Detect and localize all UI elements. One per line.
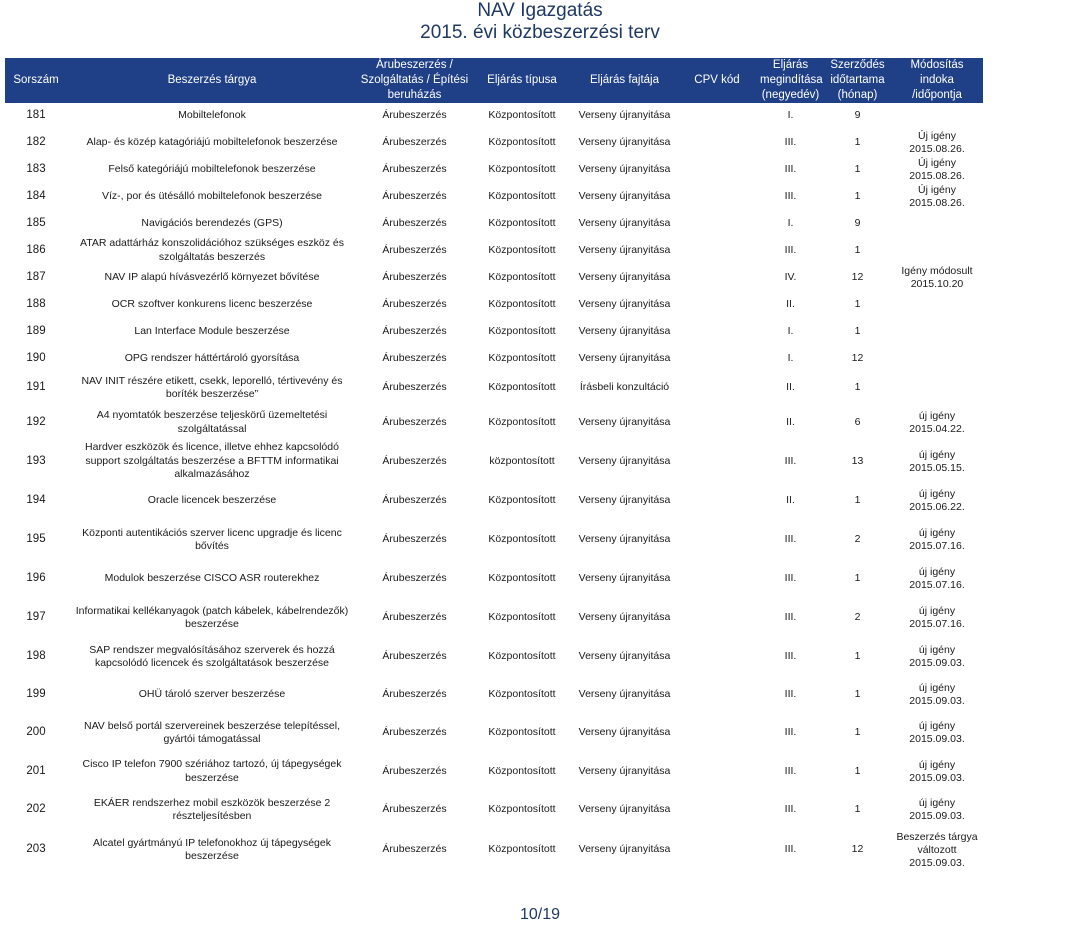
row-cpv	[677, 156, 757, 183]
row-quarter: III.	[757, 714, 824, 752]
row-modification	[891, 237, 983, 264]
row-subject: OPG rendszer háttértároló gyorsítása	[67, 345, 357, 372]
table-row	[5, 183, 983, 210]
row-duration: 1	[824, 129, 891, 156]
table-row	[5, 638, 983, 676]
row-modification: új igény 2015.07.16.	[891, 560, 983, 598]
row-category: Árubeszerzés	[357, 318, 472, 345]
column-header-quarter: Eljárás megindítása (negyedév)	[757, 58, 824, 103]
row-modification: új igény 2015.09.03.	[891, 676, 983, 714]
table-row	[5, 441, 983, 482]
row-duration: 1	[824, 676, 891, 714]
row-procedure-kind: Verseny újranyitása	[572, 520, 677, 560]
row-procedure-kind: Írásbeli konzultáció	[572, 372, 677, 404]
row-procedure-type: Központosított	[472, 829, 572, 871]
page-number: 10/19	[519, 906, 561, 923]
row-procedure-type: Központosított	[472, 156, 572, 183]
row-category: Árubeszerzés	[357, 372, 472, 404]
row-modification: új igény 2015.09.03.	[891, 752, 983, 791]
row-procedure-type: Központosított	[472, 129, 572, 156]
row-category: Árubeszerzés	[357, 210, 472, 237]
row-number: 189	[5, 318, 67, 345]
row-duration: 2	[824, 520, 891, 560]
column-header-duration: Szerződés időtartama (hónap)	[824, 58, 891, 103]
column-header-modification: Módosítás indoka /időpontja	[891, 58, 983, 103]
row-cpv	[677, 598, 757, 638]
table-row	[5, 676, 983, 714]
row-procedure-type: Központosított	[472, 318, 572, 345]
row-modification: Új igény 2015.08.26.	[891, 183, 983, 210]
row-number: 186	[5, 237, 67, 264]
row-subject: Lan Interface Module beszerzése	[67, 318, 357, 345]
row-cpv	[677, 237, 757, 264]
row-procedure-kind: Verseny újranyitása	[572, 638, 677, 676]
row-procedure-type: Központosított	[472, 237, 572, 264]
row-subject: A4 nyomtatók beszerzése teljeskörű üzemeltetési szolgáltatással	[67, 404, 357, 441]
row-category: Árubeszerzés	[357, 482, 472, 520]
row-cpv	[677, 404, 757, 441]
row-modification: új igény 2015.09.03.	[891, 638, 983, 676]
table-row	[5, 345, 983, 372]
row-duration: 1	[824, 560, 891, 598]
row-category: Árubeszerzés	[357, 441, 472, 482]
row-cpv	[677, 482, 757, 520]
row-procedure-kind: Verseny újranyitása	[572, 829, 677, 871]
row-number: 198	[5, 638, 67, 676]
row-duration: 9	[824, 103, 891, 129]
row-procedure-kind: Verseny újranyitása	[572, 318, 677, 345]
row-procedure-kind: Verseny újranyitása	[572, 752, 677, 791]
row-procedure-kind: Verseny újranyitása	[572, 598, 677, 638]
row-duration: 1	[824, 791, 891, 829]
row-subject: OHÜ tároló szerver beszerzése	[67, 676, 357, 714]
row-number: 182	[5, 129, 67, 156]
row-procedure-type: Központosított	[472, 482, 572, 520]
row-quarter: III.	[757, 791, 824, 829]
table-row	[5, 291, 983, 318]
row-duration: 1	[824, 156, 891, 183]
row-quarter: III.	[757, 560, 824, 598]
row-duration: 13	[824, 441, 891, 482]
row-procedure-kind: Verseny újranyitása	[572, 482, 677, 520]
row-procedure-kind: Verseny újranyitása	[572, 210, 677, 237]
row-modification	[891, 103, 983, 129]
row-number: 184	[5, 183, 67, 210]
row-number: 191	[5, 372, 67, 404]
row-procedure-type: Központosított	[472, 103, 572, 129]
row-quarter: II.	[757, 372, 824, 404]
row-quarter: II.	[757, 291, 824, 318]
row-procedure-type: Központosított	[472, 791, 572, 829]
row-subject: NAV INIT részére etikett, csekk, leporelló, tértivevény és boríték beszerzése”	[67, 372, 357, 404]
row-subject: Cisco IP telefon 7900 szériához tartozó, új tápegységek beszerzése	[67, 752, 357, 791]
table-row	[5, 714, 983, 752]
row-modification: új igény 2015.06.22.	[891, 482, 983, 520]
row-duration: 1	[824, 752, 891, 791]
row-category: Árubeszerzés	[357, 676, 472, 714]
row-quarter: III.	[757, 183, 824, 210]
row-quarter: III.	[757, 156, 824, 183]
row-category: Árubeszerzés	[357, 103, 472, 129]
column-header-sorszam: Sorszám	[5, 58, 67, 103]
row-subject: Felső kategóriájú mobiltelefonok beszerzése	[67, 156, 357, 183]
column-header-procedure-kind: Eljárás fajtája	[572, 58, 677, 103]
row-duration: 12	[824, 829, 891, 871]
row-procedure-kind: Verseny újranyitása	[572, 404, 677, 441]
row-category: Árubeszerzés	[357, 404, 472, 441]
row-category: Árubeszerzés	[357, 264, 472, 291]
row-cpv	[677, 264, 757, 291]
row-category: Árubeszerzés	[357, 520, 472, 560]
row-duration: 1	[824, 318, 891, 345]
row-procedure-type: Központosított	[472, 638, 572, 676]
row-cpv	[677, 791, 757, 829]
row-quarter: III.	[757, 638, 824, 676]
document-title: NAV Igazgatás	[477, 0, 603, 21]
row-cpv	[677, 372, 757, 404]
table-row	[5, 520, 983, 560]
row-procedure-kind: Verseny újranyitása	[572, 291, 677, 318]
row-modification: Új igény 2015.08.26.	[891, 156, 983, 183]
row-duration: 1	[824, 482, 891, 520]
row-quarter: III.	[757, 237, 824, 264]
row-category: Árubeszerzés	[357, 129, 472, 156]
table-row	[5, 237, 983, 264]
row-procedure-kind: Verseny újranyitása	[572, 676, 677, 714]
row-modification: új igény 2015.09.03.	[891, 791, 983, 829]
row-cpv	[677, 291, 757, 318]
table-header-row	[5, 58, 983, 103]
row-duration: 9	[824, 210, 891, 237]
row-modification	[891, 291, 983, 318]
row-duration: 1	[824, 183, 891, 210]
row-modification: Beszerzés tárgya változott 2015.09.03.	[891, 829, 983, 871]
row-subject: NAV belső portál szervereinek beszerzése telepítéssel, gyártói támogatással	[67, 714, 357, 752]
row-modification: Új igény 2015.08.26.	[891, 129, 983, 156]
row-procedure-kind: Verseny újranyitása	[572, 237, 677, 264]
row-category: Árubeszerzés	[357, 291, 472, 318]
row-modification	[891, 372, 983, 404]
row-procedure-kind: Verseny újranyitása	[572, 129, 677, 156]
row-procedure-kind: Verseny újranyitása	[572, 183, 677, 210]
row-duration: 1	[824, 237, 891, 264]
table-row	[5, 318, 983, 345]
row-cpv	[677, 183, 757, 210]
row-procedure-type: Központosított	[472, 404, 572, 441]
row-subject: NAV IP alapú hívásvezérlő környezet bővítése	[67, 264, 357, 291]
row-number: 199	[5, 676, 67, 714]
row-quarter: III.	[757, 441, 824, 482]
row-modification: új igény 2015.07.16.	[891, 598, 983, 638]
row-number: 201	[5, 752, 67, 791]
row-quarter: I.	[757, 318, 824, 345]
row-duration: 1	[824, 372, 891, 404]
row-procedure-kind: Verseny újranyitása	[572, 103, 677, 129]
row-category: Árubeszerzés	[357, 598, 472, 638]
row-subject: Alcatel gyártmányú IP telefonokhoz új tápegységek beszerzése	[67, 829, 357, 871]
row-cpv	[677, 676, 757, 714]
column-header-category: Árubeszerzés / Szolgáltatás / Építési beruházás	[357, 58, 472, 103]
row-cpv	[677, 520, 757, 560]
table-row	[5, 752, 983, 791]
table-row	[5, 103, 983, 129]
row-category: Árubeszerzés	[357, 237, 472, 264]
row-subject: EKÁER rendszerhez mobil eszközök beszerzése 2 részteljesítésben	[67, 791, 357, 829]
row-cpv	[677, 345, 757, 372]
row-modification: új igény 2015.04.22.	[891, 404, 983, 441]
row-quarter: III.	[757, 598, 824, 638]
row-number: 195	[5, 520, 67, 560]
row-quarter: III.	[757, 520, 824, 560]
row-procedure-kind: Verseny újranyitása	[572, 791, 677, 829]
row-subject: Informatikai kellékanyagok (patch kábelek, kábelrendezők) beszerzése	[67, 598, 357, 638]
row-number: 197	[5, 598, 67, 638]
row-procedure-kind: Verseny újranyitása	[572, 345, 677, 372]
row-procedure-type: Központosított	[472, 183, 572, 210]
row-cpv	[677, 318, 757, 345]
row-category: Árubeszerzés	[357, 714, 472, 752]
row-quarter: III.	[757, 829, 824, 871]
row-procedure-kind: Verseny újranyitása	[572, 441, 677, 482]
row-procedure-type: Központosított	[472, 560, 572, 598]
row-modification	[891, 318, 983, 345]
row-quarter: I.	[757, 345, 824, 372]
row-subject: Modulok beszerzése CISCO ASR routerekhez	[67, 560, 357, 598]
row-category: Árubeszerzés	[357, 638, 472, 676]
row-quarter: III.	[757, 676, 824, 714]
row-subject: Mobiltelefonok	[67, 103, 357, 129]
row-category: Árubeszerzés	[357, 345, 472, 372]
row-subject: ATAR adattárház konszolidációhoz szükséges eszköz és szolgáltatás beszerzés	[67, 237, 357, 264]
row-number: 192	[5, 404, 67, 441]
row-procedure-kind: Verseny újranyitása	[572, 156, 677, 183]
row-cpv	[677, 752, 757, 791]
row-procedure-type: Központosított	[472, 598, 572, 638]
table-row	[5, 372, 983, 404]
column-header-cpv: CPV kód	[677, 58, 757, 103]
row-subject: SAP rendszer megvalósításához szerverek és hozzá kapcsolódó licencek és szolgáltatások beszerzése	[67, 638, 357, 676]
row-duration: 12	[824, 345, 891, 372]
row-quarter: II.	[757, 482, 824, 520]
row-subject: Víz-, por és ütésálló mobiltelefonok beszerzése	[67, 183, 357, 210]
row-modification	[891, 210, 983, 237]
row-duration: 1	[824, 291, 891, 318]
row-quarter: II.	[757, 404, 824, 441]
row-procedure-type: Központosított	[472, 714, 572, 752]
table-row	[5, 404, 983, 441]
table-row	[5, 129, 983, 156]
row-number: 200	[5, 714, 67, 752]
row-subject: OCR szoftver konkurens licenc beszerzése	[67, 291, 357, 318]
row-category: Árubeszerzés	[357, 183, 472, 210]
table-row	[5, 264, 983, 291]
row-number: 185	[5, 210, 67, 237]
row-category: Árubeszerzés	[357, 829, 472, 871]
row-number: 194	[5, 482, 67, 520]
row-number: 196	[5, 560, 67, 598]
row-duration: 2	[824, 598, 891, 638]
row-category: Árubeszerzés	[357, 791, 472, 829]
row-modification: Igény módosult 2015.10.20	[891, 264, 983, 291]
row-cpv	[677, 103, 757, 129]
row-category: Árubeszerzés	[357, 156, 472, 183]
row-quarter: IV.	[757, 264, 824, 291]
row-cpv	[677, 638, 757, 676]
row-number: 181	[5, 103, 67, 129]
row-category: Árubeszerzés	[357, 752, 472, 791]
row-cpv	[677, 441, 757, 482]
row-quarter: I.	[757, 103, 824, 129]
document-subtitle: 2015. évi közbeszerzési terv	[420, 22, 660, 43]
row-modification: új igény 2015.07.16.	[891, 520, 983, 560]
row-quarter: I.	[757, 210, 824, 237]
row-quarter: III.	[757, 129, 824, 156]
row-subject: Hardver eszközök és licence, illetve ehhez kapcsolódó support szolgáltatás beszerzése a BFTTM informatikai alkalmazásához	[67, 441, 357, 482]
row-procedure-type: Központosított	[472, 210, 572, 237]
row-cpv	[677, 129, 757, 156]
row-duration: 1	[824, 714, 891, 752]
row-procedure-type: Központosított	[472, 752, 572, 791]
row-procedure-type: Központosított	[472, 345, 572, 372]
column-header-subject: Beszerzés tárgya	[67, 58, 357, 103]
table-row	[5, 829, 983, 871]
row-number: 193	[5, 441, 67, 482]
table-row	[5, 482, 983, 520]
row-procedure-type: központosított	[472, 441, 572, 482]
row-procedure-type: Központosított	[472, 372, 572, 404]
row-number: 190	[5, 345, 67, 372]
row-cpv	[677, 560, 757, 598]
row-number: 187	[5, 264, 67, 291]
row-duration: 1	[824, 638, 891, 676]
table-row	[5, 210, 983, 237]
row-modification: új igény 2015.09.03.	[891, 714, 983, 752]
row-cpv	[677, 210, 757, 237]
column-header-procedure-type: Eljárás típusa	[472, 58, 572, 103]
row-category: Árubeszerzés	[357, 560, 472, 598]
table-row	[5, 598, 983, 638]
procurement-plan-table	[5, 58, 983, 871]
row-cpv	[677, 829, 757, 871]
table-row	[5, 791, 983, 829]
row-procedure-kind: Verseny újranyitása	[572, 264, 677, 291]
row-cpv	[677, 714, 757, 752]
row-procedure-type: Központosított	[472, 520, 572, 560]
row-duration: 6	[824, 404, 891, 441]
table-row	[5, 560, 983, 598]
row-subject: Navigációs berendezés (GPS)	[67, 210, 357, 237]
row-procedure-type: Központosított	[472, 264, 572, 291]
row-procedure-type: Központosított	[472, 291, 572, 318]
row-procedure-kind: Verseny újranyitása	[572, 560, 677, 598]
row-modification: új igény 2015.05.15.	[891, 441, 983, 482]
row-number: 202	[5, 791, 67, 829]
row-modification	[891, 345, 983, 372]
row-subject: Oracle licencek beszerzése	[67, 482, 357, 520]
row-number: 183	[5, 156, 67, 183]
row-procedure-kind: Verseny újranyitása	[572, 714, 677, 752]
row-duration: 12	[824, 264, 891, 291]
row-subject: Alap- és közép katagóriájú mobiltelefonok beszerzése	[67, 129, 357, 156]
row-quarter: III.	[757, 752, 824, 791]
table-row	[5, 156, 983, 183]
row-number: 203	[5, 829, 67, 871]
row-number: 188	[5, 291, 67, 318]
row-subject: Központi autentikációs szerver licenc upgradje és licenc bővítés	[67, 520, 357, 560]
row-procedure-type: Központosított	[472, 676, 572, 714]
